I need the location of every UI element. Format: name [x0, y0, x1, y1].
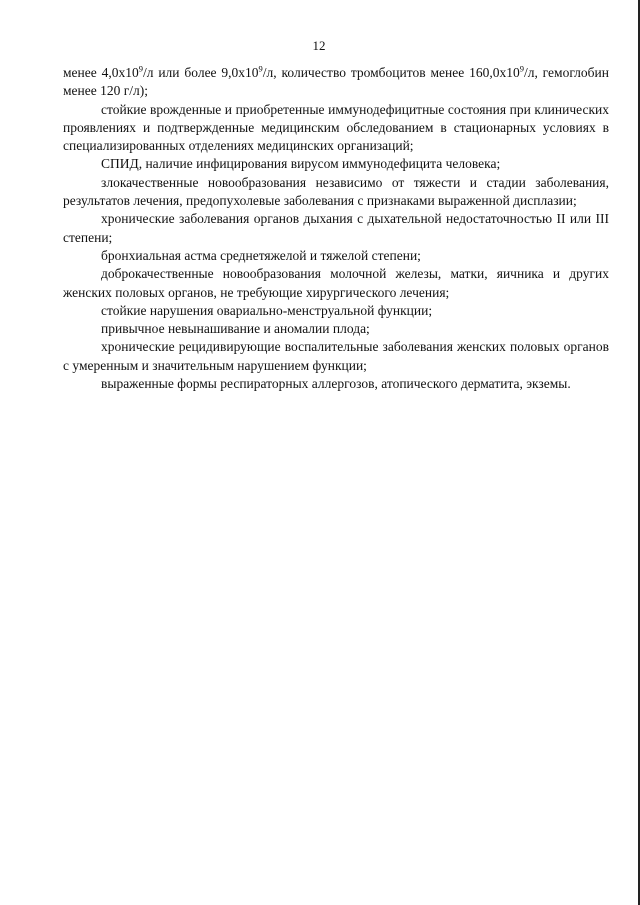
paragraph-immunodeficiency: стойкие врожденные и приобретенные иммунодефицитные состояния при клинических проявлениях и подтвержденные медицинским обследованием в стационарных условиях в специализированных отделениях медицинских организаций; [63, 101, 609, 154]
text-fragment: /л, количество тромбоцитов менее 160,0х10 [262, 65, 520, 80]
paragraph-benign-neoplasms: доброкачественные новообразования молочной железы, матки, яичника и других женских половых органов, не требующие хирургического лечения; [63, 266, 609, 300]
paragraph-malignant-neoplasms: злокачественные новообразования независимо от тяжести и стадии заболевания, результатов лечения, предопухолевые заболевания с признаками выраженной дисплазии; [63, 174, 609, 209]
paragraph-respiratory-diseases: хронические заболевания органов дыхания с дыхательной недостаточностью II или III степени; [63, 211, 609, 245]
text-fragment: менее 4,0х10 [63, 65, 139, 80]
paragraph-aids: СПИД, наличие инфицирования вирусом иммунодефицита человека; [101, 156, 501, 172]
superscript-exponent: 9 [519, 63, 524, 74]
paragraph-miscarriage: привычное невынашивание и аномалии плода; [101, 321, 370, 337]
paragraph-inflammatory-diseases: хронические рецидивирующие воспалительные заболевания женских половых органов с умеренным и значительным нарушением функции; [63, 339, 609, 373]
text-fragment: /л или более 9,0х10 [142, 65, 259, 80]
text-fragment: /л, гемоглобин менее 120 г/л); [63, 65, 609, 99]
document-body [63, 64, 609, 393]
page-number: 12 [312, 38, 326, 53]
paragraph-allergies: выраженные формы респираторных аллергозов, атопического дерматита, экземы. [101, 376, 571, 392]
paragraph-bronchial-asthma: бронхиальная астма среднетяжелой и тяжелой степени; [101, 247, 421, 263]
superscript-exponent: 9 [258, 63, 263, 74]
paragraph-blood-counts [63, 64, 609, 101]
superscript-exponent: 9 [138, 63, 143, 74]
paragraph-ovarian-dysfunction: стойкие нарушения овариально-менструальной функции; [101, 302, 433, 318]
